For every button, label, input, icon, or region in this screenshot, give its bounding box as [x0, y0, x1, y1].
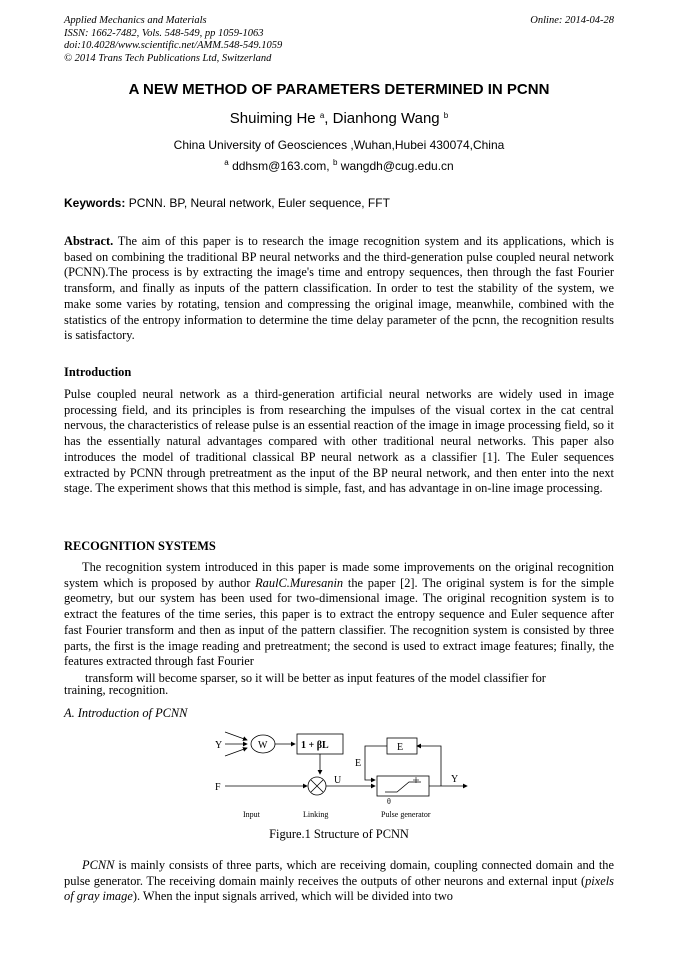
journal-header: [64, 15, 282, 65]
recognition-text-before: The recognition system introduced in this paper is made some improvements on the original recognition system which is proposed by author: [64, 560, 614, 590]
doi: doi:10.4028/www.scientific.net/AMM.548-549.1059: [64, 40, 283, 52]
label-input: Input: [243, 810, 260, 819]
figure-caption: Figure.1 Structure of PCNN: [269, 827, 409, 841]
label-u: U: [334, 775, 342, 786]
email-b-sup: b: [332, 158, 338, 167]
pcnn-term: PCNN: [82, 858, 115, 872]
author-2-sup: b: [443, 111, 449, 120]
affiliation: China University of Geosciences ,Wuhan,Hubei 430074,China: [173, 138, 505, 152]
introduction-text: Pulse coupled neural network as a third-generation artificial neural networks are widely used in image processing field, and its principles is from researching the impulses of the visual cortex in the cat central nervous, the characteristics of release pulse is an essential reaction of the image in image processing field, so it has the essentially natural advantages compared with other traditional neural networks. This paper also introduces the model of traditional classical BP neural network as a classifier [1]. The Euler sequences extracted by PCNN through pretreatment as the input of the BP neural network, and then enter into the next stage. The experiment shows that this method is simple, fast, and has advantage in on-line image processing.: [64, 387, 614, 496]
journal-name: Applied Mechanics and Materials: [64, 15, 207, 26]
email-a: ddhsm@163.com,: [232, 159, 330, 173]
section-a-heading: A. Introduction of PCNN: [64, 706, 188, 720]
label-theta: θ: [387, 797, 391, 806]
label-y-out: Y: [451, 774, 459, 785]
author-1: Shuiming He: [229, 110, 316, 127]
label-f: F: [215, 782, 221, 793]
online-date: Online: 2014-04-28: [530, 15, 614, 26]
email-line: [64, 159, 614, 173]
author-1-sup: a: [319, 111, 325, 120]
author-line: [64, 110, 614, 127]
recognition-heading: RECOGNITION SYSTEMS: [64, 539, 216, 553]
label-y-in: Y: [215, 740, 223, 751]
label-linking: Linking: [303, 810, 329, 819]
pulse-box: [377, 776, 429, 796]
paper-title: A NEW METHOD OF PARAMETERS DETERMINED IN PCNN: [128, 81, 550, 98]
pcnn-term-2: pixels of gray image: [64, 873, 614, 904]
pcnn-paragraph: [64, 858, 614, 905]
issn: ISSN: 1662-7482, Vols. 548-549, pp 1059-1063: [64, 27, 264, 39]
email-b: wangdh@cug.edu.cn: [340, 159, 454, 173]
recognition-text: [64, 560, 614, 670]
label-e: E: [355, 758, 362, 769]
abstract: [64, 234, 614, 344]
abstract-label: Abstract.: [64, 234, 114, 248]
pcnn-text-1: is mainly consists of three parts, which are receiving domain, coupling connected domain and the pulse generator. The receiving domain mainly receives the outputs of other neurons and external input (: [64, 858, 614, 888]
keywords-label: Keywords:: [64, 196, 126, 210]
recognition-text-after: the paper [2]. The original system is for the simple geometry, but our system has been used for two-dimensional image. The original recognition system is to extract the features of the time series, this paper is to extract the entropy sequence and Euler sequence after fast Fourier transform and then as input of the pattern classifier. The recognition system is consisted by three parts, the first is the image reading and pretreatment; the second is used to extract image features; finally, the features extracted through fast Fourier: [64, 575, 614, 669]
abstract-text: The aim of this paper is to research the image recognition system and its applications, which is based on combining the traditional BP neural networks and the third-generation pulse coupled neural network (PCNN).The process is by extracting the image's time and entropy sequences, then through the fast Fourier transform, and finally as inputs of the pattern classification. In order to test the stability of the system, we make some varies by rotating, tension and compressing the original image, meanwhile, combined with the statistics of the entropy information to determine the time delay parameter of the pcnn, the recognition results is satisfactory.: [64, 234, 614, 343]
author-2: Dianhong Wang: [332, 110, 440, 127]
pcnn-structure-diagram: [205, 724, 475, 824]
label-beta: 1 + βL: [301, 740, 329, 751]
recognition-last-line: training, recognition.: [64, 683, 169, 697]
author-sep: ,: [324, 110, 333, 127]
recognition-continuation: transform will become sparser, so it will be better as input features of the model classifier for: [85, 671, 546, 685]
copyright: © 2014 Trans Tech Publications Ltd, Switzerland: [64, 52, 272, 64]
keywords: [64, 196, 614, 210]
keywords-text: PCNN. BP, Neural network, Euler sequence, FFT: [128, 196, 390, 210]
recognition-author-ref: RaulC.Muresanin: [255, 575, 344, 590]
label-e-box: E: [397, 742, 404, 753]
pcnn-text-2: ). When the input signals arrived, which will be divided into two: [132, 889, 453, 904]
label-pulse-generator: Pulse generator: [381, 810, 431, 819]
introduction-heading: Introduction: [64, 365, 132, 379]
label-w: W: [258, 740, 268, 751]
email-a-sup: a: [224, 158, 229, 167]
